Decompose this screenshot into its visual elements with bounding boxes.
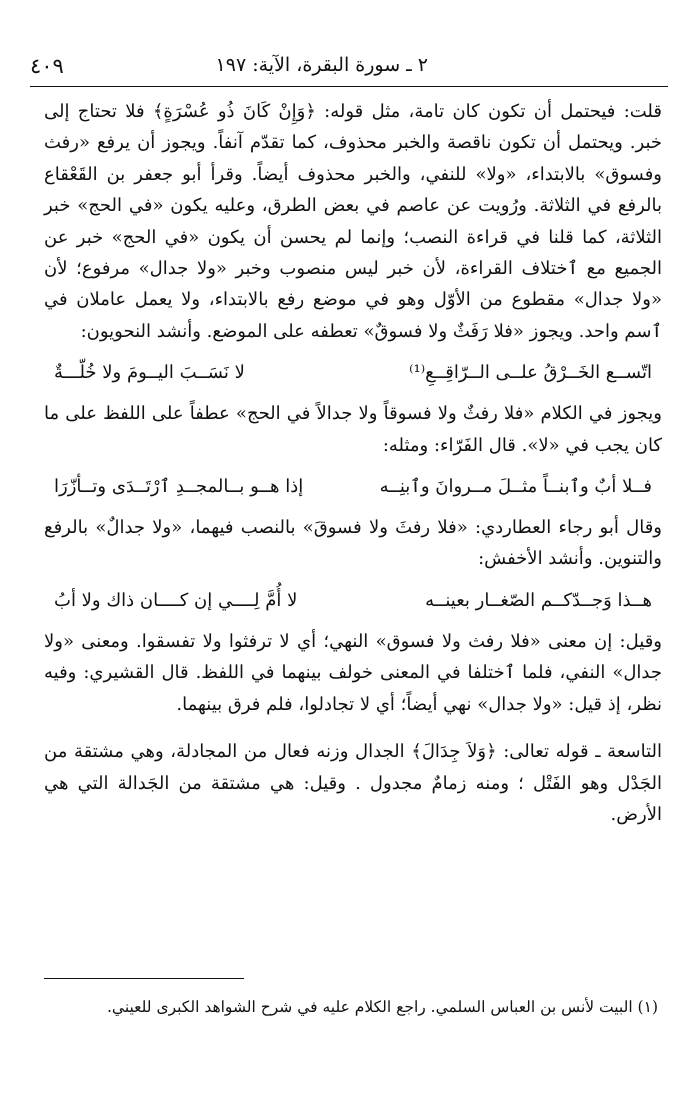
paragraph: قلت: فيحتمل أن تكون كان تامة، مثل قوله: ﴿وَإِنْ كَانَ ذُو عُسْرَةٍ﴾ فلا تحتاج إلى خبر. ويحتمل أن تكون ناقصة والخبر محذوف، كما تقدّم آنفاً. ويجوز أن يرفع «رفث وفسوق» بالابتداء، «ولا» للنفي، والخبر محذوف أيضاً. وقرأ أبو جعفر بن القَعْقاع بالرفع في الثلاثة. ورُويت عن عاصم في بعض الطرق، وعليه يكون «في الحج» خبر الثلاثة، كما قلنا في قراءة النصب؛ وإنما لم يحسن أن يكون «في الحج» خبر عن الجميع مع ٱختلاف القراءة، لأن خبر ليس منصوب وخبر «ولا جدال» مرفوع؛ لأن «ولا جدال» مقطوع من الأوّل وهو في موضع رفع بالابتداء، ولا يعمل عاملان في ٱسم واحد. ويجوز «فلا رَفَثٌ ولا فسوقٌ» تعطفه على الموضع. وأنشد النحويون: xyxy=(44,101,663,342)
verse-hemistich-left: لا نَسَــبَ اليــومَ ولا خُلّـــةٌ xyxy=(54,362,245,384)
paragraph: وقال أبو رجاء العطاردي: «فلا رفثَ ولا فسوقَ» بالنصب فيهما، «ولا جدالٌ» بالرفع والتنوين. وأنشد الأخفش: xyxy=(44,517,662,570)
paragraph: وقيل: إن معنى «فلا رفث ولا فسوق» النهي؛ أي لا ترفثوا ولا تفسقوا. ومعنى «ولا جدال» النفي، فلما ٱختلفا في المعنى خولف بينهما في اللفظ. قال القشيري: وفيه نظر، إذ قيل: «ولا جدال» نهي أيضاً؛ أي لا تجادلوا، فلم فرق بينهما. xyxy=(44,630,662,715)
paragraph: ويجوز في الكلام «فلا رفثٌ ولا فسوقاً ولا جدالاً في الحج» عطفاً على اللفظ على ما كان يجب في «لا». قال الفَرّاء: ومثله: xyxy=(44,403,662,456)
page-header xyxy=(30,46,668,87)
verse-line xyxy=(44,357,662,388)
paragraph: التاسعة ـ قوله تعالى: ﴿وَلاَ جِدَالَ﴾ الجدال وزنه فعال من المجادلة، وهي مشتقة من الجَدْل وهو الفَتْل ؛ ومنه زمامٌ مجدول . وقيل: هي مشتقة من الجَدالة التي هي الأرض. xyxy=(44,741,662,825)
verse-hemistich-right: اتّســع الخَــرْقُ علــى الــرّاقِــعِ⁽¹⁾ xyxy=(409,362,652,384)
verse-line xyxy=(44,585,662,616)
verse-hemistich-left: إذا هــو بــالمجــدِ ٱرْتَــدَى وتــأزّرَا xyxy=(54,476,304,498)
verse-line xyxy=(44,471,662,502)
verse-hemistich-left: لا أُمَّ لِــــي إن كــــان ذاك ولا أبُ xyxy=(54,589,298,611)
body-text xyxy=(44,96,662,830)
footnote: (١) البيت لأنس بن العباس السلمي. راجع الكلام عليه في شرح الشواهد الكبرى للعيني. xyxy=(106,998,658,1016)
verse-hemistich-right: هــذا وَجــدّكــم الصّغــار بعينــه xyxy=(425,589,652,611)
footnote-divider xyxy=(44,978,244,979)
verse-hemistich-right: فــلا أبٌ وٱبنــاً مثــلَ مــروانَ وٱبنِــه xyxy=(379,476,652,498)
page-number: ٤٠٩ xyxy=(30,54,64,78)
running-head: ٢ ـ سورة البقرة، الآية: ١٩٧ xyxy=(215,54,428,76)
